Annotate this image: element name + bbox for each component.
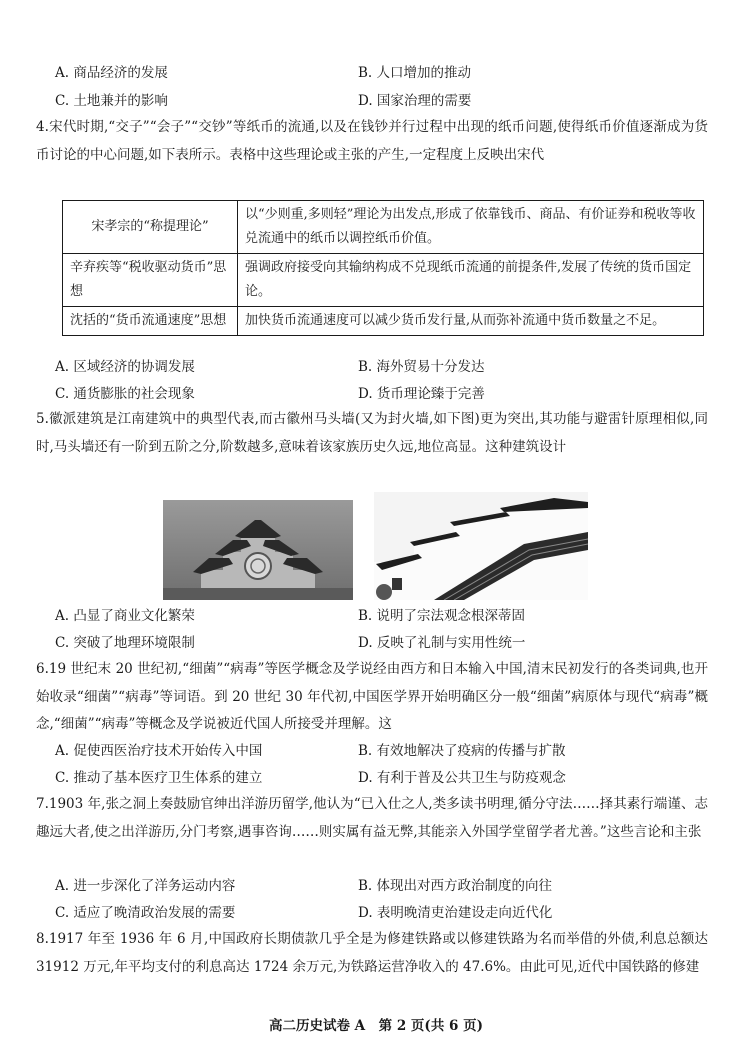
table-cell-desc: 强调政府接受向其输纳构成不兑现纸币流通的前提条件,发展了传统的货币国定论。 [238,254,704,307]
horse-head-wall-photo-2 [374,492,588,600]
q6-option-a: A. 促使西医治疗技术开始传入中国 [55,743,263,759]
q6-option-d: D. 有利于普及公共卫生与防疫观念 [358,770,566,786]
table-row [63,307,704,336]
q5-option-a: A. 凸显了商业文化繁荣 [55,608,195,624]
q4-stem: 4.宋代时期,“交子”“会子”“交钞”等纸币的流通,以及在钱钞并行过程中出现的纸币问题,使得纸币价值逐渐成为货币讨论的中心问题,如下表所示。表格中这些理论或主张的产生,一定程度上反映出宋代 [36,119,708,163]
q7-option-d: D. 表明晚清吏治建设走向近代化 [358,905,553,921]
q4-table [62,200,704,336]
q3-option-a: A. 商品经济的发展 [55,65,168,81]
q5-option-b: B. 说明了宗法观念根深蒂固 [358,608,526,624]
horse-head-wall-photo-1 [163,500,353,600]
q5-option-c: C. 突破了地理环境限制 [55,635,195,651]
q3-option-d: D. 国家治理的需要 [358,93,472,109]
q8-stem: 8.1917 年至 1936 年 6 月,中国政府长期债款几乎全是为修建铁路或以修建铁路为名而举借的外债,利息总额达 31912 万元,年平均支付的利息高达 1724 余万元,为铁路运营净收入的 47.6%。由此可见,近代中国铁路的修建 [36,931,708,975]
q6-option-c: C. 推动了基本医疗卫生体系的建立 [55,770,263,786]
table-row [63,201,704,254]
q4-option-a: A. 区域经济的协调发展 [55,359,195,375]
q7-option-c: C. 适应了晚清政治发展的需要 [55,905,236,921]
q3-option-c: C. 土地兼并的影响 [55,93,168,109]
table-cell-desc: 以“少则重,多则轻”理论为出发点,形成了依靠钱币、商品、有价证券和税收等收兑流通中的纸币以调控纸币价值。 [238,201,704,254]
table-cell-desc: 加快货币流通速度可以减少货币发行量,从而弥补流通中货币数量之不足。 [238,307,704,336]
q6-stem: 6.19 世纪末 20 世纪初,“细菌”“病毒”等医学概念及学说经由西方和日本输入中国,清末民初发行的各类词典,也开始收录“细菌”“病毒”等词语。到 20 世纪 30 年代初,中国医学界开始明确区分一般“细菌”病原体与现代“病毒”概念,“细菌”“病毒”等概念及学说被近代国人所接受并理解。这 [36,661,708,732]
q5-option-d: D. 反映了礼制与实用性统一 [358,635,526,651]
q3-option-b: B. 人口增加的推动 [358,65,472,81]
q7-stem: 7.1903 年,张之洞上奏鼓励官绅出洋游历留学,他认为“已入仕之人,类多读书明理,循分守法……择其素行端谨、志趣远大者,使之出洋游历,分门考察,遇事咨询……则实属有益无弊,其能亲入外国学堂留学者尤善。”这些言论和主张 [36,796,708,840]
q4-option-d: D. 货币理论臻于完善 [358,386,485,402]
page-footer: 高二历史试卷 A 第 2 页(共 6 页) [268,1018,484,1034]
table-cell-name: 辛弃疾等“税收驱动货币”思想 [63,254,238,307]
q4-option-c: C. 通货膨胀的社会现象 [55,386,195,402]
table-cell-name: 宋孝宗的“称提理论” [63,201,238,254]
q5-stem: 5.徽派建筑是江南建筑中的典型代表,而古徽州马头墙(又为封火墙,如下图)更为突出,其功能与避雷针原理相似,同时,马头墙还有一阶到五阶之分,阶数越多,意味着该家族历史久远,地位高显。这种建筑设计 [36,411,708,455]
table-row [63,254,704,307]
table-cell-name: 沈括的“货币流通速度”思想 [63,307,238,336]
q7-option-a: A. 进一步深化了洋务运动内容 [55,878,236,894]
q7-option-b: B. 体现出对西方政治制度的向往 [358,878,553,894]
q4-option-b: B. 海外贸易十分发达 [358,359,485,375]
q6-option-b: B. 有效地解决了疫病的传播与扩散 [358,743,566,759]
